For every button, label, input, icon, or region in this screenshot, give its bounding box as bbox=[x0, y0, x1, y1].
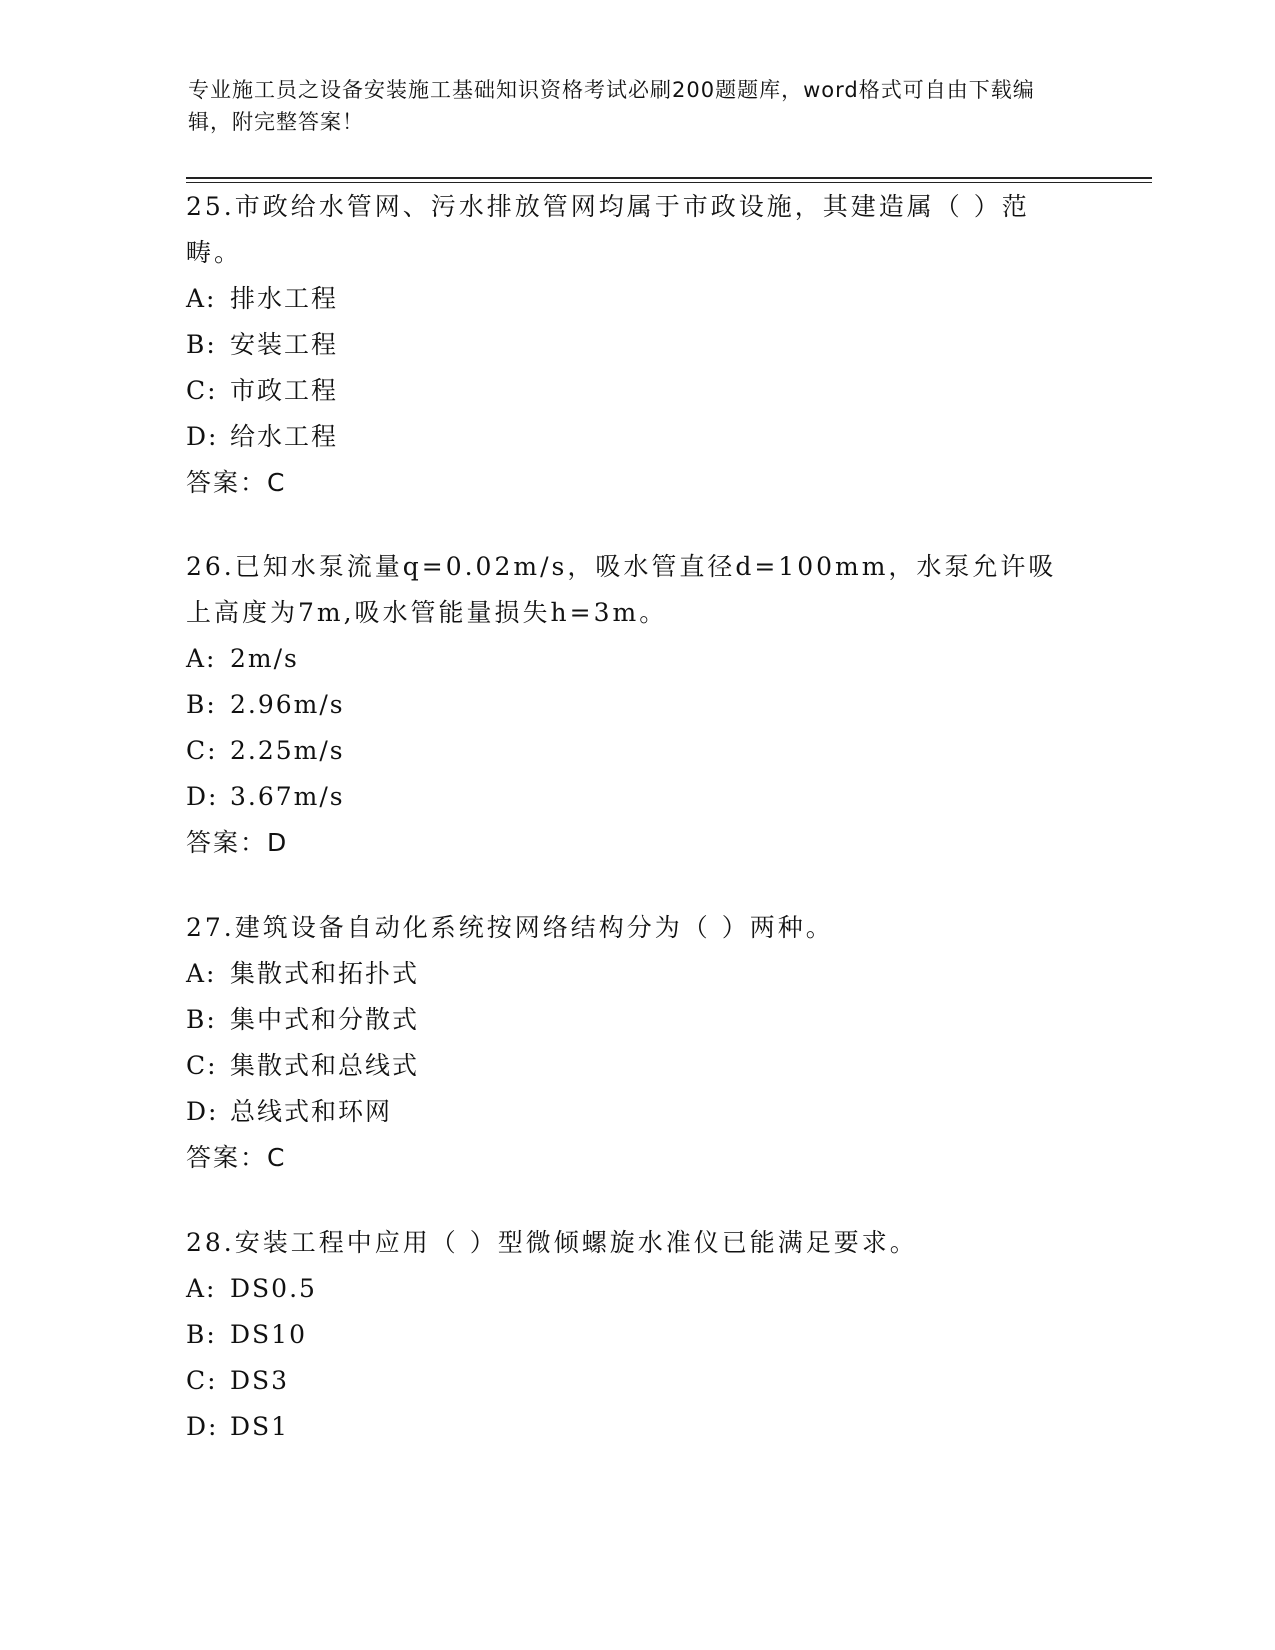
question-26 bbox=[186, 544, 1066, 866]
question-stem: 28.安装工程中应用（ ）型微倾螺旋水准仪已能满足要求。 bbox=[186, 1228, 918, 1257]
option-a bbox=[186, 276, 1066, 322]
option-text: 2m/s bbox=[230, 644, 299, 673]
option-d bbox=[186, 1404, 1066, 1450]
question-stem: 26.已知水泵流量q=0.02m/s，吸水管直径d=100mm，水泵允许吸上高度为7m,吸水管能量损失h=3m。 bbox=[186, 552, 1057, 627]
option-text: 2.96m/s bbox=[230, 690, 345, 719]
answer-line: 答案：C bbox=[186, 1143, 287, 1172]
question-stem: 27.建筑设备自动化系统按网络结构分为（ ）两种。 bbox=[186, 913, 834, 942]
option-d bbox=[186, 774, 1066, 820]
option-key: B: bbox=[186, 330, 217, 359]
option-key: C: bbox=[186, 1051, 218, 1080]
option-key: D: bbox=[186, 1097, 219, 1126]
option-key: B: bbox=[186, 1005, 217, 1034]
option-c bbox=[186, 728, 1066, 774]
document-header: 专业施工员之设备安装施工基础知识资格考试必刷200题题库，word格式可自由下载编辑，附完整答案！ bbox=[188, 78, 1035, 134]
option-key: A: bbox=[186, 1274, 217, 1303]
option-key: D: bbox=[186, 422, 219, 451]
answer-line: 答案：D bbox=[186, 828, 289, 857]
header-divider-thick bbox=[186, 177, 1152, 179]
option-text: 安装工程 bbox=[230, 330, 339, 359]
option-key: C: bbox=[186, 736, 218, 765]
option-c bbox=[186, 1358, 1066, 1404]
option-text: DS0.5 bbox=[230, 1274, 317, 1303]
option-text: 集散式和拓扑式 bbox=[230, 959, 420, 988]
option-key: A: bbox=[186, 644, 217, 673]
option-b bbox=[186, 997, 1066, 1043]
option-text: DS1 bbox=[230, 1412, 290, 1441]
option-key: A: bbox=[186, 284, 217, 313]
question-28 bbox=[186, 1220, 1066, 1450]
option-text: DS10 bbox=[230, 1320, 307, 1349]
option-text: 集中式和分散式 bbox=[230, 1005, 420, 1034]
option-b bbox=[186, 322, 1066, 368]
option-key: A: bbox=[186, 959, 217, 988]
option-b bbox=[186, 1312, 1066, 1358]
option-text: 给水工程 bbox=[230, 422, 339, 451]
option-text: 总线式和环网 bbox=[230, 1097, 393, 1126]
option-d bbox=[186, 1089, 1066, 1135]
option-text: 3.67m/s bbox=[230, 782, 345, 811]
question-27 bbox=[186, 905, 1066, 1181]
option-key: D: bbox=[186, 782, 219, 811]
header-divider-thin bbox=[186, 182, 1152, 183]
option-text: DS3 bbox=[230, 1366, 290, 1395]
option-c bbox=[186, 1043, 1066, 1089]
option-key: C: bbox=[186, 376, 218, 405]
option-a bbox=[186, 1266, 1066, 1312]
option-d bbox=[186, 414, 1066, 460]
question-stem: 25.市政给水管网、污水排放管网均属于市政设施，其建造属（ ）范畴。 bbox=[186, 192, 1030, 267]
option-key: C: bbox=[186, 1366, 218, 1395]
option-c bbox=[186, 368, 1066, 414]
option-text: 市政工程 bbox=[230, 376, 339, 405]
option-a bbox=[186, 636, 1066, 682]
option-b bbox=[186, 682, 1066, 728]
question-25 bbox=[186, 184, 1066, 506]
option-key: D: bbox=[186, 1412, 219, 1441]
option-a bbox=[186, 951, 1066, 997]
option-key: B: bbox=[186, 1320, 217, 1349]
option-text: 集散式和总线式 bbox=[230, 1051, 420, 1080]
option-text: 排水工程 bbox=[230, 284, 339, 313]
answer-line: 答案：C bbox=[186, 468, 287, 497]
option-key: B: bbox=[186, 690, 217, 719]
option-text: 2.25m/s bbox=[230, 736, 345, 765]
